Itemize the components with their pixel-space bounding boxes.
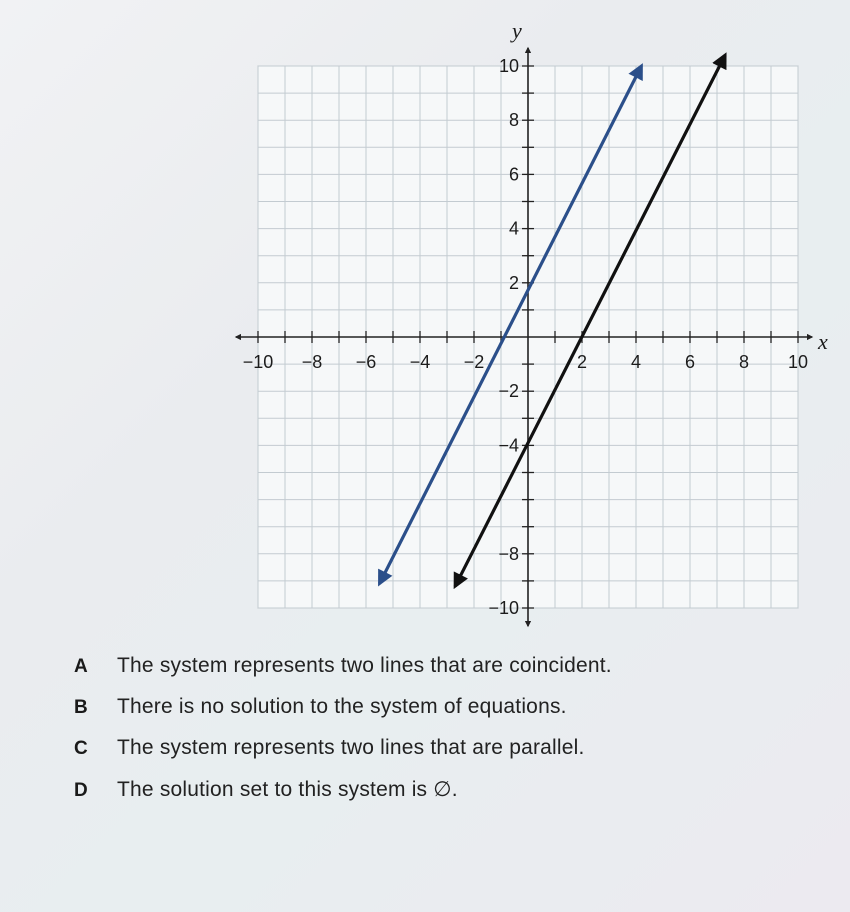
y-tick-label: 4 (508, 218, 519, 239)
x-tick-label: 4 (630, 352, 642, 372)
y-axis-label: y (512, 18, 522, 43)
choice-text: The solution set to this system is ∅. (117, 778, 458, 801)
y-tick-label: 10 (498, 56, 519, 76)
y-tick-label: −4 (498, 435, 519, 456)
y-tick-label: 8 (508, 110, 519, 131)
choice-a[interactable] (74, 654, 794, 695)
choice-text: The system represents two lines that are coincident. (117, 654, 612, 677)
y-tick-label: −8 (498, 543, 519, 564)
y-tick-label: 6 (508, 164, 519, 185)
x-tick-label: 6 (684, 352, 696, 372)
answer-choices (74, 654, 794, 818)
y-tick-label: −2 (498, 381, 519, 402)
x-tick-label: −10 (242, 352, 274, 372)
x-tick-label: −8 (301, 352, 323, 372)
choice-text: The system represents two lines that are parallel. (117, 736, 585, 759)
x-tick-label: −4 (409, 352, 431, 372)
x-axis-label: x (818, 329, 828, 354)
x-tick-label: 2 (576, 352, 588, 372)
choice-letter: C (74, 738, 88, 759)
y-tick-label: −10 (488, 598, 519, 618)
x-tick-label: −6 (355, 352, 377, 372)
choice-letter: B (74, 697, 88, 718)
choice-letter: D (74, 780, 88, 801)
x-tick-label: −2 (463, 352, 485, 372)
choice-c[interactable] (74, 736, 794, 777)
choice-letter: A (74, 656, 88, 677)
x-tick-label: 8 (738, 352, 750, 372)
choice-b[interactable] (74, 695, 794, 736)
choice-d[interactable] (74, 777, 794, 818)
x-tick-label: 10 (787, 352, 809, 372)
y-tick-label: 2 (508, 272, 519, 293)
choice-text: There is no solution to the system of equations. (117, 695, 567, 718)
